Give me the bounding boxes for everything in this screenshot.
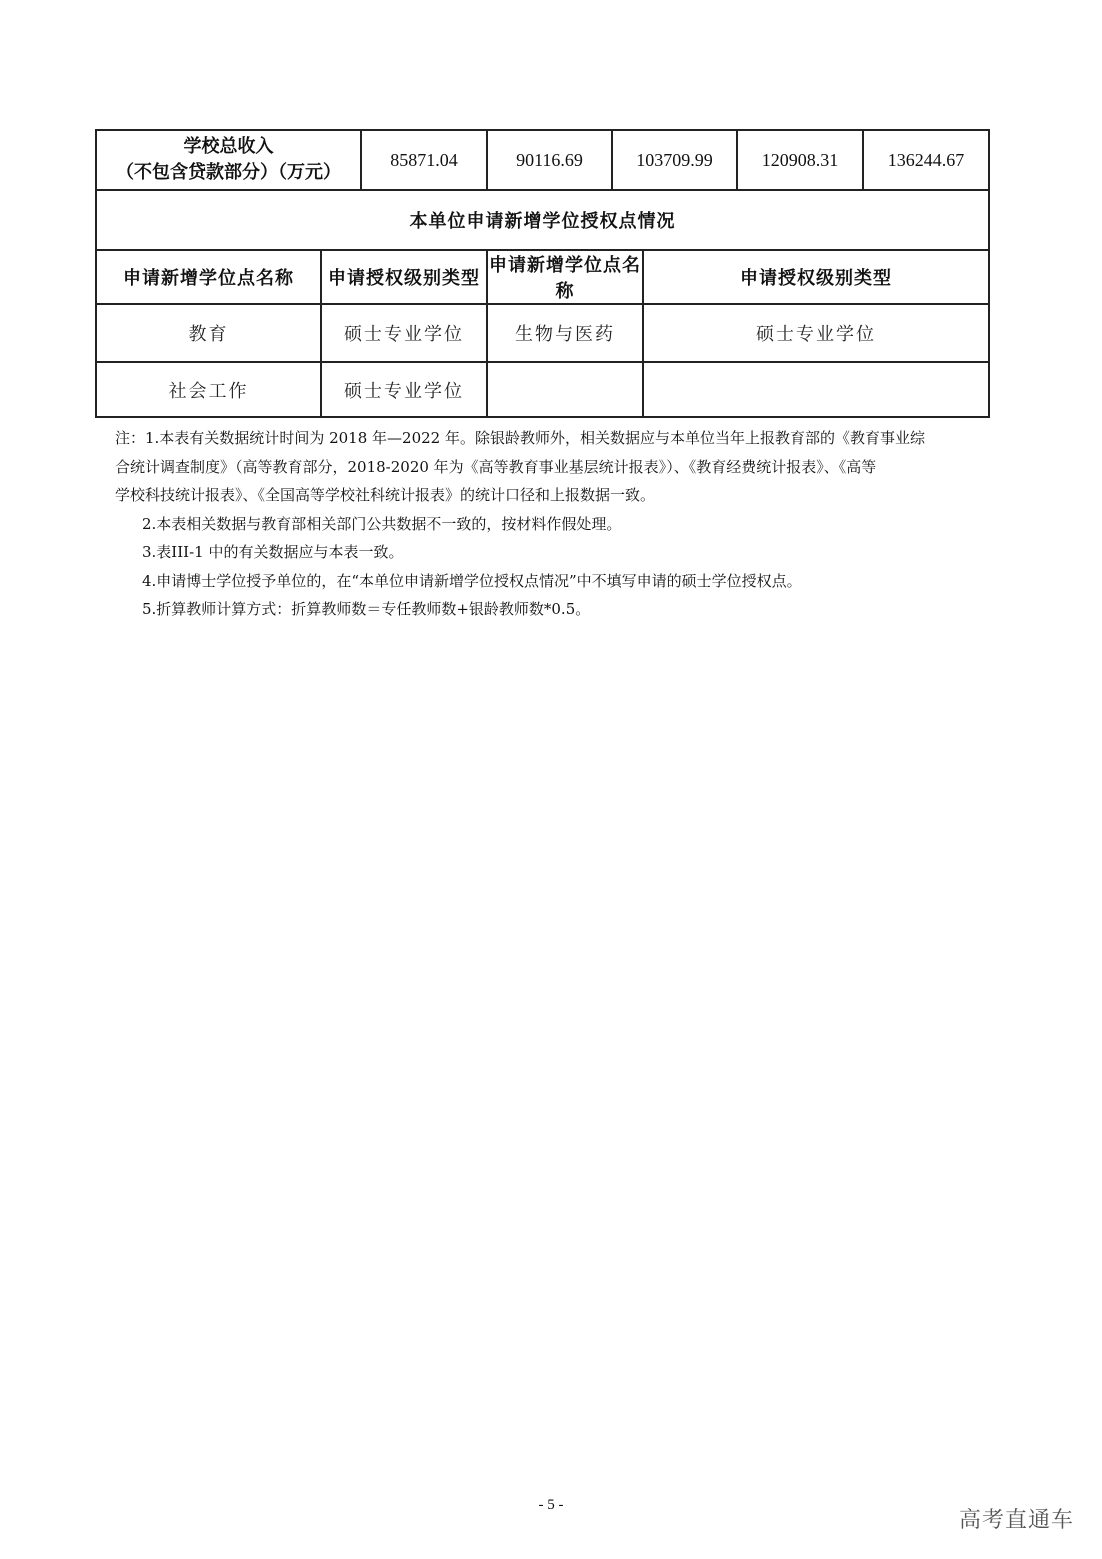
- row2-level-2: [643, 362, 989, 417]
- header-row: [96, 250, 989, 304]
- col-header-name-1: 申请新增学位点名称: [96, 250, 321, 304]
- page-number: - 5 -: [538, 1497, 564, 1513]
- col-header-level-1: 申请授权级别类型: [321, 250, 487, 304]
- note-5: 5.折算教师计算方式：折算教师数＝专任教师数+银龄教师数*0.5。: [142, 600, 591, 618]
- note-1-line-2: 合统计调查制度》（高等教育部分，2018-2020 年为《高等教育事业基层统计报表》）、《教育经费统计报表》、《高等: [115, 457, 877, 476]
- col-header-name-2: 申请新增学位点名称: [487, 250, 643, 304]
- income-value-3: 103709.99: [612, 130, 737, 190]
- note-2: 2.本表相关数据与教育部相关部门公共数据不一致的，按材料作假处理。: [142, 514, 622, 533]
- note-1-line-3: 学校科技统计报表》、《全国高等学校社科统计报表》的统计口径和上报数据一致。: [115, 486, 656, 504]
- income-label-line1: 学校总收入: [183, 136, 274, 157]
- income-value-4: 120908.31: [737, 130, 863, 190]
- section-title: 本单位申请新增学位授权点情况: [96, 190, 989, 250]
- note-4: 4.申请博士学位授予单位的，在“本单位申请新增学位授权点情况”中不填写申请的硕士学位授权点。: [142, 571, 802, 590]
- income-value-1: 85871.04: [361, 130, 487, 190]
- row2-level-1: 硕士专业学位: [321, 362, 487, 417]
- row1-name-1: 教育: [96, 304, 321, 362]
- row2-name-1: 社会工作: [96, 362, 321, 417]
- watermark: 高考直通车: [958, 1508, 1074, 1533]
- col-header-level-2: 申请授权级别类型: [643, 250, 989, 304]
- degree-application-table: [95, 129, 990, 418]
- row1-name-2: 生物与医药: [487, 304, 643, 362]
- income-value-2: 90116.69: [487, 130, 612, 190]
- table-row: [96, 362, 989, 417]
- section-title-row: [96, 190, 989, 250]
- row1-level-2: 硕士专业学位: [643, 304, 989, 362]
- income-label-line2: （不包含贷款部分）（万元）: [116, 162, 341, 183]
- row2-name-2: [487, 362, 643, 417]
- note-1-line-1: 注：1.本表有关数据统计时间为 2018 年—2022 年。除银龄教师外，相关数据应与本单位当年上报教育部的《教育事业综: [115, 429, 925, 447]
- row1-level-1: 硕士专业学位: [321, 304, 487, 362]
- note-3: 3.表III-1 中的有关数据应与本表一致。: [142, 543, 404, 561]
- income-value-5: 136244.67: [863, 130, 989, 190]
- table-row: [96, 304, 989, 362]
- footnotes: [115, 424, 985, 624]
- income-row: [96, 130, 989, 190]
- income-label: [96, 130, 361, 190]
